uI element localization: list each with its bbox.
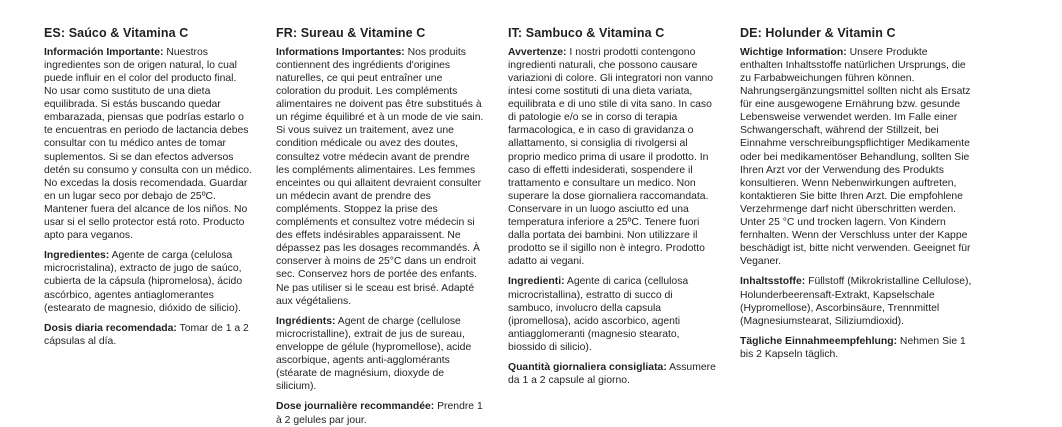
section-body: Prendre 1 à 2 gelules par jour. <box>276 401 483 426</box>
language-column-fr <box>276 26 508 427</box>
section-lead: Wichtige Information: <box>740 46 847 58</box>
section-body: Nehmen Sie 1 bis 2 Kapseln täglich. <box>740 335 966 361</box>
section-lead: Informations Importantes: <box>276 46 405 58</box>
section-lead: Inhaltsstoffe: <box>740 276 806 288</box>
section-body: Assumere da 1 a 2 capsule al giorno. <box>508 362 716 387</box>
section-ingredients-it <box>508 275 716 354</box>
section-lead: Información Importante: <box>44 46 164 58</box>
section-lead: Avvertenze: <box>508 46 567 58</box>
section-body: Nuestros ingredientes son de origen natural, lo cual puede influir en el color del producto final. No usar como sustituto de una dieta equilibrada. Si estás buscando quedar embarazada, piensas que podrías estarlo o te encuentras en periodo de lactancia debes consultar con tu médico antes de tomar suplementos. Si se dan efectos adversos detén su consumo y consulta con un médico. No excedas la dosis recomendada. Guardar en un lugar seco por debajo de 25ºC. Mantener fuera del alcance de los niños. No usar si el sello protector está roto. Producto apto para veganos. <box>44 46 252 242</box>
section-body: Unsere Produkte enthalten Inhaltsstoffe natürlichen Ursprungs, die zu Farbabweichungen führen können. Nahrungsergänzungsmittel sollten nicht als Ersatz für eine ausgewogene Ernährung bzw. gesunde Lebensweise verwendet werden. Im Falle einer Schwangerschaft, während der Stillzeit, bei Einnahme verschreibungspflichtiger Medikamente oder bei medikamentöser Behandlung, sollten Sie Ihren Arzt vor der Verwendung des Produkts konsultieren. Wenn Nebenwirkungen auftreten, kontaktieren Sie bitte Ihren Arzt. Die empfohlene Verzehrmenge darf nicht überschritten werden. Unter 25 °C und trocken lagern. Von Kindern fernhalten. Wenn der Verschluss unter der Kappe beschädigt ist, bitte nicht verwenden. Geeignet für Veganer. <box>740 46 971 268</box>
language-column-de <box>740 26 972 361</box>
section-body: Agent de charge (cellulose microcristalline), extrait de jus de sureau, enveloppe de gélule (hypromellose), acide ascorbique, agents anti-agglomérants (stéarate de magnésium, dioxyde de silicium). <box>276 315 472 393</box>
section-body: Tomar de 1 a 2 cápsulas al día. <box>44 322 249 347</box>
language-column-es <box>44 26 276 348</box>
language-column-it <box>508 26 740 387</box>
section-ingredients-es <box>44 249 252 315</box>
section-important-info-it <box>508 46 716 269</box>
language-columns <box>44 26 1040 427</box>
section-dosage-it <box>508 361 716 387</box>
column-title-de: DE: Holunder & Vitamin C <box>740 26 896 40</box>
section-body: Agente di carica (cellulosa microcristallina), estratto di succo di sambuco, involucro della capsula (ipromellosa), acido ascorbico, agenti antiagglomeranti (magnesio stearato, biossido di silicio). <box>508 276 689 354</box>
section-ingredients-fr <box>276 315 484 394</box>
section-lead: Ingredientes: <box>44 250 110 262</box>
column-title-it: IT: Sambuco & Vitamina C <box>508 26 665 40</box>
section-ingredients-de <box>740 275 972 327</box>
section-dosage-fr <box>276 400 484 426</box>
section-body: Agente de carga (celulosa microcristalina), extracto de jugo de saúco, cubierta de la cápsula (hipromelosa), ácido ascórbico, agentes antiaglomerantes (estearato de magnesio, dióxido de silicio). <box>44 250 243 314</box>
section-lead: Dose journalière recommandée: <box>276 401 435 413</box>
section-lead: Tägliche Einnahmeempfehlung: <box>740 335 898 347</box>
section-lead: Dosis diaria recomendada: <box>44 322 177 334</box>
column-title-es: ES: Saúco & Vitamina C <box>44 26 189 40</box>
section-body: I nostri prodotti contengono ingredienti naturali, che possono causare variazioni di colore. Gli integratori non vanno intesi come sostituti di una dieta variata, equilibrata e di uno stile di vita sano. In caso di patologie e/o se in corso di terapia farmacologica, e in caso di gravidanza o allattamento, si consiglia di rivolgersi al proprio medico prima di usare il prodotto. In caso di effetti indesiderati, sospendere il trattamento e consultare un medico. Non superare la dose giornaliera raccomandata. Conservare in un luogo asciutto ed una temperatura inferiore a 25ºC. Tenere fuori dalla portata dei bambini. Non utilizzare il prodotto se il sigillo non è integro. Prodotto adatto ai vegani. <box>508 46 714 268</box>
section-lead: Ingredienti: <box>508 276 565 288</box>
section-dosage-es <box>44 322 252 348</box>
column-title-fr: FR: Sureau & Vitamine C <box>276 26 426 40</box>
section-lead: Quantità giornaliera consigliata: <box>508 362 667 374</box>
section-dosage-de <box>740 335 972 361</box>
section-important-info-es <box>44 46 252 243</box>
section-body: Nos produits contiennent des ingrédients d'origines naturelles, ce qui peut entraîner une coloration du produit. Les compléments alimentaires ne doivent pas être substitués à un régime équilibré et à un mode de vie sain. Si vous suivez un traitement, avez une condition médicale ou avez des doutes, consultez votre médecin avant de prendre les compléments alimentaires. Les femmes enceintes ou qui allaitent devraient consulter un médecin avant de prendre des compléments. Stoppez la prise des compléments et consultez votre médecin si des effets indésirables apparaissent. Ne dépassez pas les dosages recommandés. À conserver à moins de 25°C dans un endroit sec. Conservez hors de portée des enfants. Ne pas utiliser si le sceau est brisé. Adapté aux végétaliens. <box>276 46 484 307</box>
section-important-info-fr <box>276 46 484 308</box>
section-lead: Ingrédients: <box>276 315 336 327</box>
section-important-info-de <box>740 46 972 269</box>
section-body: Füllstoff (Mikrokristalline Cellulose), Holunderbeerensaft-Extrakt, Kapselschale (Hypromellose), Ascorbinsäure, Trennmittel (Magnesiumstearat, Siliziumdioxid). <box>740 276 972 327</box>
